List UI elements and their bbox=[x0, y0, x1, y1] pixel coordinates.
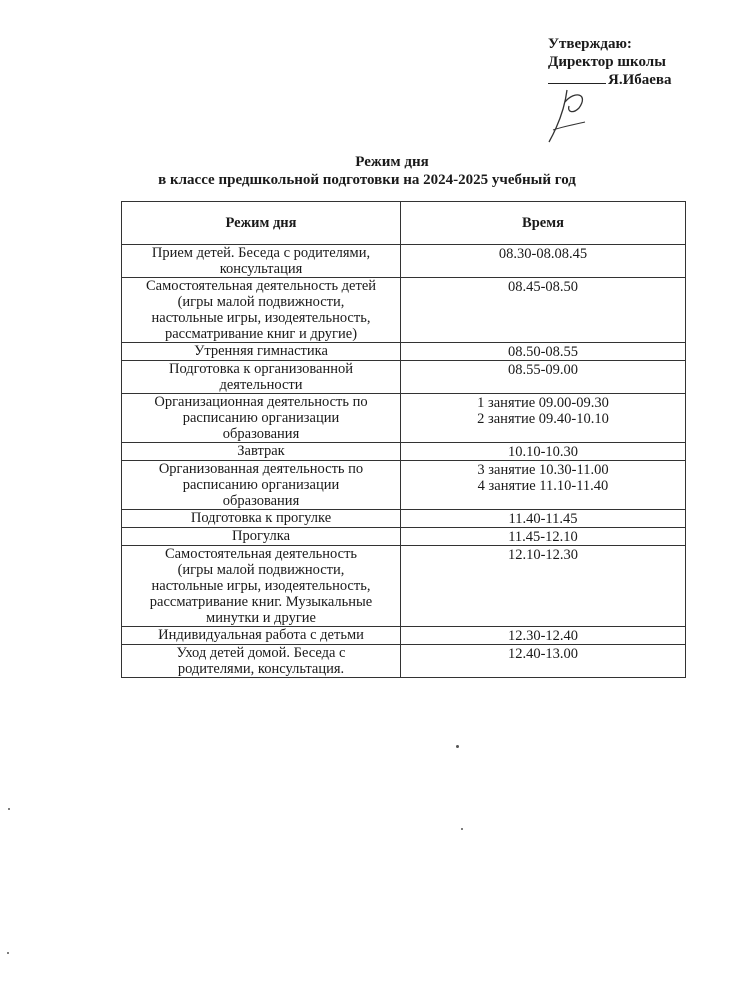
activity-cell: Завтрак bbox=[122, 443, 401, 461]
activity-cell: Самостоятельная деятельность детей (игры малой подвижности, настольные игры, изодеятельность, рассматривание книг и другие) bbox=[122, 278, 401, 343]
table-row bbox=[122, 528, 686, 546]
table-row bbox=[122, 278, 686, 343]
time-cell: 12.40-13.00 bbox=[401, 645, 686, 678]
activity-cell: Самостоятельная деятельность (игры малой подвижности, настольные игры, изодеятельность, рассматривание книг. Музыкальные минутки и другие bbox=[122, 546, 401, 627]
approval-signature-line bbox=[548, 71, 672, 89]
table-row bbox=[122, 461, 686, 510]
table-row bbox=[122, 645, 686, 678]
signature-underline bbox=[548, 71, 606, 84]
time-cell: 10.10-10.30 bbox=[401, 443, 686, 461]
table-row bbox=[122, 394, 686, 443]
scan-speck bbox=[461, 828, 463, 830]
document-title bbox=[0, 153, 734, 189]
table-row bbox=[122, 443, 686, 461]
handwritten-signature bbox=[545, 88, 605, 148]
activity-cell: Уход детей домой. Беседа с родителями, консультация. bbox=[122, 645, 401, 678]
table-row bbox=[122, 510, 686, 528]
scan-speck bbox=[456, 745, 459, 748]
approval-block bbox=[548, 35, 672, 89]
time-cell: 12.30-12.40 bbox=[401, 627, 686, 645]
table-row bbox=[122, 343, 686, 361]
time-cell: 3 занятие 10.30-11.00 4 занятие 11.10-11.40 bbox=[401, 461, 686, 510]
activity-cell: Прогулка bbox=[122, 528, 401, 546]
time-cell: 11.45-12.10 bbox=[401, 528, 686, 546]
time-cell: 08.30-08.08.45 bbox=[401, 245, 686, 278]
time-cell: 08.50-08.55 bbox=[401, 343, 686, 361]
activity-cell: Организованная деятельность по расписанию организации образования bbox=[122, 461, 401, 510]
title-line-2: в классе предшкольной подготовки на 2024-2025 учебный год bbox=[158, 172, 576, 188]
activity-cell: Подготовка к прогулке bbox=[122, 510, 401, 528]
time-cell: 12.10-12.30 bbox=[401, 546, 686, 627]
table-row bbox=[122, 627, 686, 645]
scan-speck bbox=[8, 808, 10, 810]
header-activity: Режим дня bbox=[122, 202, 401, 245]
approval-position: Директор школы bbox=[548, 54, 666, 70]
activity-cell: Прием детей. Беседа с родителями, консультация bbox=[122, 245, 401, 278]
header-time: Время bbox=[401, 202, 686, 245]
activity-cell: Подготовка к организованной деятельности bbox=[122, 361, 401, 394]
schedule-table bbox=[121, 201, 686, 678]
approval-title: Утверждаю: bbox=[548, 36, 632, 52]
time-cell: 08.45-08.50 bbox=[401, 278, 686, 343]
activity-cell: Индивидуальная работа с детьми bbox=[122, 627, 401, 645]
scan-speck bbox=[7, 952, 9, 954]
activity-cell: Утренняя гимнастика bbox=[122, 343, 401, 361]
activity-cell: Организационная деятельность по расписанию организации образования bbox=[122, 394, 401, 443]
table-row bbox=[122, 245, 686, 278]
table-header-row bbox=[122, 202, 686, 245]
approval-name: Я.Ибаева bbox=[608, 72, 672, 88]
time-cell: 08.55-09.00 bbox=[401, 361, 686, 394]
time-cell: 11.40-11.45 bbox=[401, 510, 686, 528]
time-cell: 1 занятие 09.00-09.30 2 занятие 09.40-10.10 bbox=[401, 394, 686, 443]
table-row bbox=[122, 361, 686, 394]
title-line-1: Режим дня bbox=[355, 154, 429, 170]
table-row bbox=[122, 546, 686, 627]
